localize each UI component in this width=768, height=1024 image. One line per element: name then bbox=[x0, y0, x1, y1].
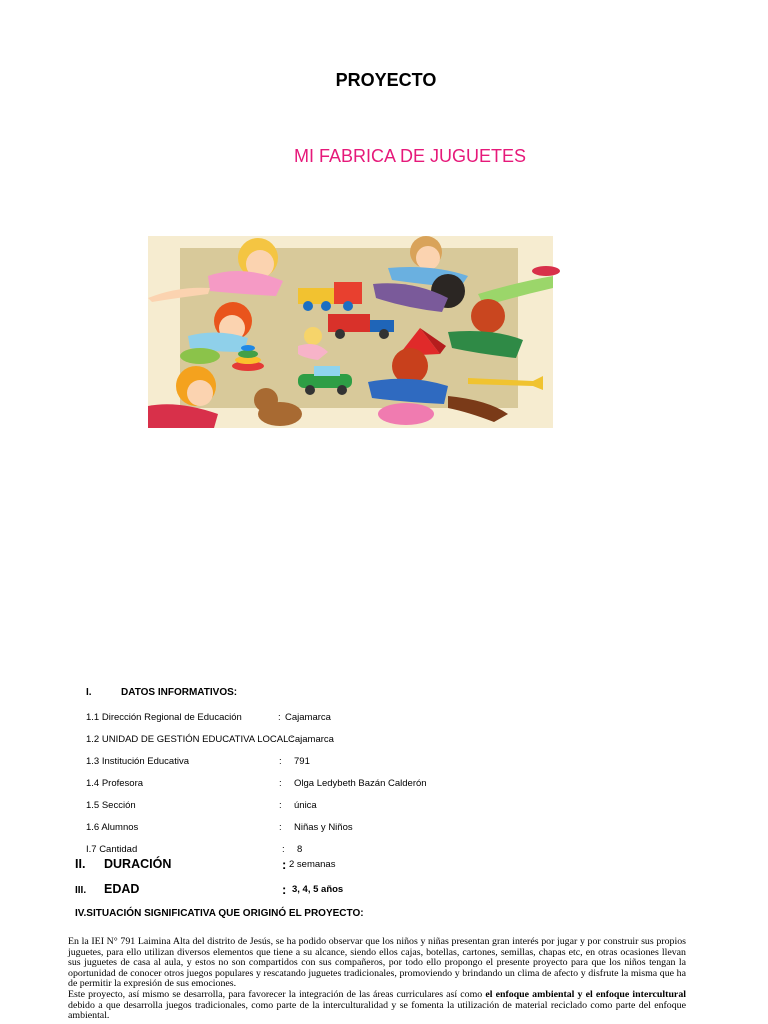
info-value: Cajamarca bbox=[288, 734, 334, 745]
section-edad bbox=[75, 882, 344, 897]
section-number: III. bbox=[75, 885, 87, 896]
section-duracion bbox=[75, 857, 336, 872]
section-separator: : bbox=[282, 882, 287, 897]
info-row bbox=[86, 756, 310, 767]
info-label: 1.4 Profesora bbox=[86, 778, 144, 789]
section-datos-heading bbox=[86, 687, 237, 698]
info-label: 1.6 Alumnos bbox=[86, 822, 139, 833]
situacion-paragraph bbox=[68, 937, 686, 1022]
info-value: 8 bbox=[297, 844, 303, 855]
section-situacion-heading: IV.SITUACIÓN SIGNIFICATIVA QUE ORIGINÓ EL PROYECTO: bbox=[75, 908, 364, 919]
section-value: 2 semanas bbox=[289, 859, 336, 870]
section-title: DATOS INFORMATIVOS: bbox=[121, 687, 238, 698]
info-row bbox=[86, 712, 331, 723]
info-row bbox=[86, 800, 317, 811]
children-playing-toys-illustration bbox=[148, 236, 561, 428]
info-separator: : bbox=[279, 800, 282, 811]
info-value: Niñas y Niños bbox=[294, 822, 353, 833]
paragraph-bold-segment: el enfoque ambiental y el enfoque intercultural bbox=[485, 988, 686, 1000]
paragraph-text: En la IEI N° 791 Laimina Alta del distrito de Jesús, se ha podido observar que los niños y niñas presentan gran interés por jugar y por construir sus propios juguetes, para ello utilizan diversos elementos que tiene a su alcance, siendo ellos cajas, botellas, cartones, semillas, chapas etc, en otras ocasiones llevan sus juguetes de casa al aula, y estos no son compartidos con sus compañeros, por todo ello propongo el presente proyecto para que los niños tengan la oportunidad de conocer otros juegos populares y rescatando juguetes tradicionales, promoviendo y brindando un clima de afecto y disfrute la misma que ha de permitir la expresión de sus emociones. bbox=[68, 936, 686, 990]
project-name: MI FABRICA DE JUGUETES bbox=[294, 146, 527, 166]
section-title: DURACIÓN bbox=[104, 857, 172, 871]
info-label: 1.1 Dirección Regional de Educación bbox=[86, 712, 242, 723]
section-separator: : bbox=[282, 857, 287, 872]
info-separator: : bbox=[279, 756, 282, 767]
info-separator: : bbox=[279, 778, 282, 789]
info-row bbox=[86, 734, 334, 745]
info-label: 1.2 UNIDAD DE GESTIÓN EDUCATIVA LOCAL : bbox=[86, 734, 294, 745]
info-label: I.7 Cantidad bbox=[86, 844, 138, 855]
section-title: EDAD bbox=[104, 882, 140, 896]
info-row bbox=[86, 822, 353, 833]
info-row bbox=[86, 778, 427, 789]
paragraph-segment: debido a que desarrolla juegos tradicionales, como parte de la interculturalidad y se fomenta la utilización de material reciclado como parte del enfoque ambiental. bbox=[68, 999, 686, 1022]
info-value: Olga Ledybeth Bazán Calderón bbox=[294, 778, 427, 789]
document-title: PROYECTO bbox=[335, 70, 437, 90]
info-row bbox=[86, 844, 303, 855]
paragraph-text bbox=[68, 990, 686, 1022]
info-separator: : bbox=[282, 844, 285, 855]
info-value: 791 bbox=[294, 756, 310, 767]
section-value: 3, 4, 5 años bbox=[292, 884, 344, 895]
info-value: Cajamarca bbox=[285, 712, 331, 723]
info-value: única bbox=[294, 800, 317, 811]
info-separator: : bbox=[279, 822, 282, 833]
info-label: 1.3 Institución Educativa bbox=[86, 756, 189, 767]
section-number: II. bbox=[75, 857, 86, 871]
info-separator: : bbox=[278, 712, 281, 723]
info-label: 1.5 Sección bbox=[86, 800, 136, 811]
section-number: I. bbox=[86, 687, 92, 698]
paragraph-segment: Este proyecto, así mismo se desarrolla, para favorecer la integración de las áreas curriculares así como bbox=[68, 988, 486, 1000]
